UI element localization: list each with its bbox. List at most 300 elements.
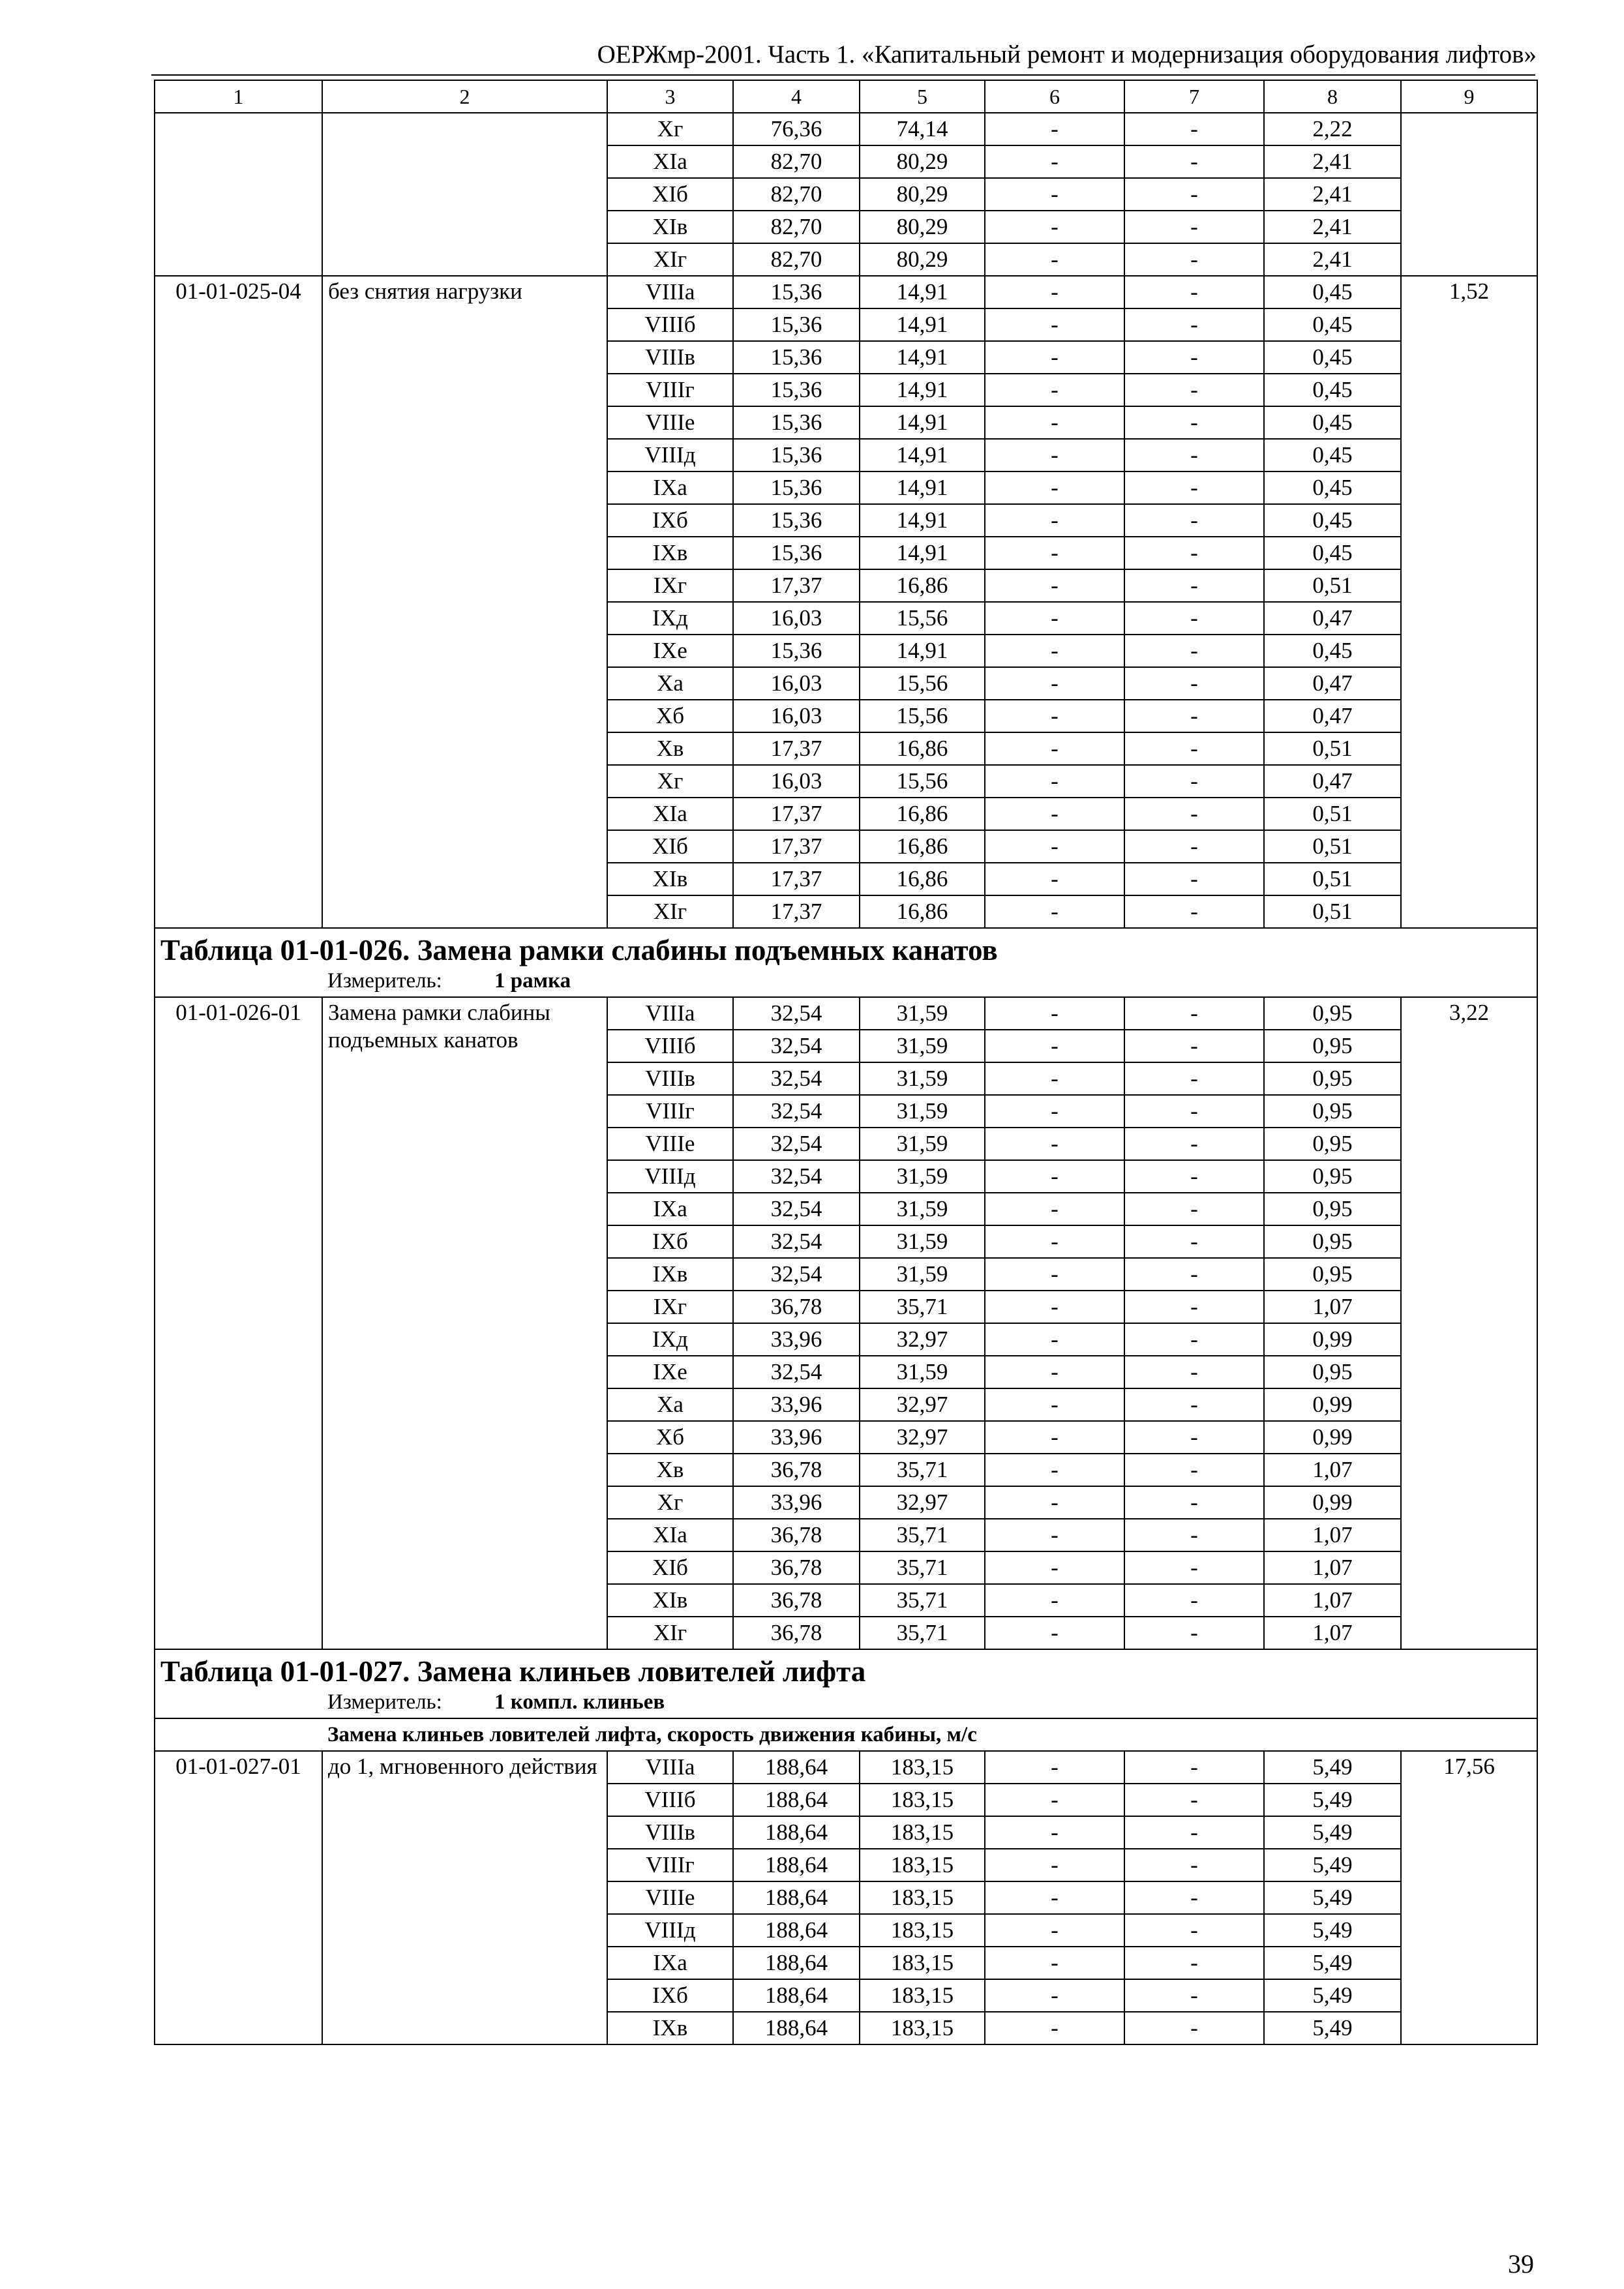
rate-value: - [985,863,1124,895]
territory-zone: Xг [607,1486,733,1519]
territory-zone: XIб [607,178,733,211]
rate-value: 14,91 [860,308,985,341]
rate-value: - [1124,2012,1264,2044]
territory-zone: XIг [607,243,733,276]
rate-value: - [985,178,1124,211]
col9-value [1401,113,1537,276]
rate-value: - [1124,276,1264,308]
rate-value: 14,91 [860,341,985,374]
rate-value: 17,37 [733,569,860,602]
rate-value: 31,59 [860,1030,985,1062]
rate-value: - [1124,145,1264,178]
rate-value: 80,29 [860,211,985,243]
rate-value: - [1124,1291,1264,1323]
rate-value: 0,95 [1264,1193,1401,1225]
rate-value: 82,70 [733,145,860,178]
rate-value: - [1124,1062,1264,1095]
rate-value: 0,95 [1264,1030,1401,1062]
header-divider [151,74,1535,76]
rate-value: 188,64 [733,1979,860,2012]
rate-value: - [1124,1617,1264,1649]
rate-value: - [1124,1128,1264,1160]
rate-value: 31,59 [860,1095,985,1128]
rate-value: - [1124,211,1264,243]
territory-zone: IXв [607,1258,733,1291]
rate-value: - [985,1421,1124,1454]
rate-value: 15,36 [733,504,860,537]
rate-value: 31,59 [860,997,985,1030]
territory-zone: IXе [607,1356,733,1388]
territory-zone: VIIIд [607,1914,733,1947]
rate-value: - [985,1979,1124,2012]
rate-value: - [985,1914,1124,1947]
territory-zone: XIв [607,863,733,895]
rate-value: - [1124,406,1264,439]
rate-value: 16,86 [860,732,985,765]
rate-value: 188,64 [733,1784,860,1816]
rate-value: - [985,830,1124,863]
rate-value: 32,54 [733,1225,860,1258]
rate-value: 0,95 [1264,1128,1401,1160]
subheading-row [155,1718,1537,1751]
rate-value: 15,36 [733,276,860,308]
rate-value: 0,45 [1264,341,1401,374]
territory-zone: IXа [607,471,733,504]
rate-value: - [1124,243,1264,276]
rate-value: 15,56 [860,700,985,732]
territory-zone: XIа [607,798,733,830]
territory-zone: IXа [607,1947,733,1979]
running-header: ОЕРЖмр-2001. Часть 1. «Капитальный ремонт и модернизация оборудования лифтов» [597,40,1537,68]
rate-value: 31,59 [860,1062,985,1095]
table-title-row [155,1649,1537,1718]
rate-value: 35,71 [860,1617,985,1649]
rate-value: - [985,1291,1124,1323]
rate-value: - [1124,1421,1264,1454]
rate-value: 14,91 [860,374,985,406]
territory-zone: Xв [607,732,733,765]
rate-value: - [1124,1486,1264,1519]
rate-value: 0,99 [1264,1421,1401,1454]
rate-value: - [1124,798,1264,830]
rate-value: 14,91 [860,537,985,569]
rate-value: 36,78 [733,1584,860,1617]
rate-value: 36,78 [733,1291,860,1323]
rate-value: 33,96 [733,1486,860,1519]
rate-value: - [985,1881,1124,1914]
territory-zone: IXв [607,2012,733,2044]
rate-value: - [1124,1914,1264,1947]
column-number: 5 [860,80,985,113]
rate-value: 33,96 [733,1323,860,1356]
rate-value: 183,15 [860,2012,985,2044]
rate-value: - [985,1551,1124,1584]
rate-value: - [985,504,1124,537]
territory-zone: XIб [607,1551,733,1584]
rate-value: 5,49 [1264,1979,1401,2012]
rate-value: - [985,243,1124,276]
rate-value: - [1124,1947,1264,1979]
table-title: Таблица 01-01-027. Замена клиньев ловителей лифта [160,1655,866,1688]
rate-value: 2,41 [1264,178,1401,211]
rate-value: - [985,113,1124,145]
territory-zone: VIIIд [607,439,733,471]
rate-value: 15,36 [733,537,860,569]
rate-value: - [1124,765,1264,798]
rate-value: 1,07 [1264,1454,1401,1486]
table-row [155,1751,1537,1784]
rate-value: 188,64 [733,1914,860,1947]
rate-value: - [1124,602,1264,635]
rate-value: 36,78 [733,1551,860,1584]
rate-value: 1,07 [1264,1291,1401,1323]
rate-value: 35,71 [860,1551,985,1584]
measure-value: 1 компл. клиньев [494,1690,665,1714]
territory-zone: VIIIг [607,374,733,406]
rate-value: 80,29 [860,145,985,178]
territory-zone: Xа [607,667,733,700]
territory-zone: VIIIб [607,308,733,341]
territory-zone: VIIIв [607,1816,733,1849]
rate-value: 0,47 [1264,765,1401,798]
territory-zone: XIв [607,1584,733,1617]
rate-value: - [1124,895,1264,928]
rate-value: - [985,732,1124,765]
rate-value: 0,95 [1264,1062,1401,1095]
column-number: 9 [1401,80,1537,113]
rate-value: - [985,700,1124,732]
rate-value: 16,03 [733,765,860,798]
rate-value: - [985,471,1124,504]
rate-value: - [985,308,1124,341]
rate-value: 31,59 [860,1160,985,1193]
rate-value: 76,36 [733,113,860,145]
rate-value: - [985,145,1124,178]
col9-value: 1,52 [1401,276,1537,928]
rate-value: - [985,1849,1124,1881]
rate-value: 16,03 [733,602,860,635]
rate-value: 0,51 [1264,863,1401,895]
rate-value: 0,47 [1264,602,1401,635]
rate-value: 32,54 [733,1128,860,1160]
work-name: до 1, мгновенного действия [322,1751,607,2044]
rate-value: - [985,1947,1124,1979]
rate-value: - [1124,1030,1264,1062]
rate-value: - [1124,308,1264,341]
rate-value: 0,99 [1264,1323,1401,1356]
rate-value: - [985,895,1124,928]
territory-zone: XIг [607,895,733,928]
rate-value: 15,36 [733,406,860,439]
rate-value: 15,36 [733,635,860,667]
territory-zone: IXб [607,504,733,537]
rate-value: 0,51 [1264,830,1401,863]
measure-value: 1 рамка [494,969,571,993]
table-title-cell [155,1649,1537,1718]
rate-value: 17,37 [733,895,860,928]
rate-value: - [1124,830,1264,863]
rate-value: - [1124,1979,1264,2012]
rate-value: 188,64 [733,1751,860,1784]
rate-value: - [1124,537,1264,569]
measure-line [155,1689,1537,1718]
rate-value: 5,49 [1264,1816,1401,1849]
rate-value: - [1124,997,1264,1030]
rate-value: 31,59 [860,1193,985,1225]
rate-value: - [1124,700,1264,732]
rate-value: 33,96 [733,1421,860,1454]
rate-value: 31,59 [860,1225,985,1258]
measure-label: Измеритель: [327,1690,442,1714]
table-body [155,80,1537,2044]
rate-value: 183,15 [860,1979,985,2012]
rate-value: 188,64 [733,1881,860,1914]
rate-value: - [1124,1225,1264,1258]
rate-value: - [985,211,1124,243]
rate-value: 183,15 [860,1751,985,1784]
rate-value: - [1124,1356,1264,1388]
rate-value: 16,03 [733,700,860,732]
rate-value: 1,07 [1264,1519,1401,1551]
column-number: 6 [985,80,1124,113]
rate-value: 188,64 [733,1849,860,1881]
rate-value: 14,91 [860,471,985,504]
rate-value: 0,45 [1264,374,1401,406]
rate-value: 5,49 [1264,1914,1401,1947]
rate-value: 1,07 [1264,1551,1401,1584]
rates-table [154,80,1538,2045]
rate-value: - [985,1584,1124,1617]
rate-value: 0,47 [1264,667,1401,700]
rate-value: 36,78 [733,1519,860,1551]
rate-value: 32,54 [733,997,860,1030]
rate-code: 01-01-025-04 [155,276,322,928]
table-title-row [155,928,1537,997]
rate-value: 32,54 [733,1258,860,1291]
rate-value: 0,45 [1264,406,1401,439]
territory-zone: VIIIа [607,997,733,1030]
rate-value: 16,86 [860,569,985,602]
rate-value: - [985,997,1124,1030]
rate-value: 32,97 [860,1323,985,1356]
rate-value: 32,97 [860,1421,985,1454]
rate-value: - [1124,1454,1264,1486]
rate-value: - [985,1258,1124,1291]
rate-value: 183,15 [860,1881,985,1914]
rate-value: 188,64 [733,1816,860,1849]
rate-value: - [985,1128,1124,1160]
column-number: 2 [322,80,607,113]
rate-value: 0,95 [1264,1095,1401,1128]
rate-value: 31,59 [860,1258,985,1291]
rate-value: 16,86 [860,895,985,928]
territory-zone: XIг [607,1617,733,1649]
rate-value: 5,49 [1264,2012,1401,2044]
rate-value: 35,71 [860,1584,985,1617]
rate-value: 15,36 [733,308,860,341]
rate-value: 183,15 [860,1914,985,1947]
rate-value: 0,47 [1264,700,1401,732]
rate-value: - [985,537,1124,569]
rate-value: - [985,1193,1124,1225]
territory-zone: VIIIг [607,1095,733,1128]
rate-value: - [985,1030,1124,1062]
rate-value: 32,97 [860,1388,985,1421]
column-number: 7 [1124,80,1264,113]
rate-value: 15,36 [733,341,860,374]
rate-value: 0,51 [1264,895,1401,928]
rate-value: - [985,798,1124,830]
rate-value: - [1124,1160,1264,1193]
rate-value: 2,22 [1264,113,1401,145]
rate-value: 188,64 [733,2012,860,2044]
territory-zone: XIа [607,1519,733,1551]
rate-value: - [1124,1095,1264,1128]
rate-value: 32,54 [733,1030,860,1062]
rate-value: 35,71 [860,1454,985,1486]
table-row [155,113,1537,145]
rate-value: 15,36 [733,439,860,471]
rate-code: 01-01-027-01 [155,1751,322,2044]
territory-zone: VIIIа [607,276,733,308]
territory-zone: VIIIб [607,1030,733,1062]
rate-value: 2,41 [1264,211,1401,243]
rate-value: - [985,439,1124,471]
rate-value: 16,03 [733,667,860,700]
rate-value: 14,91 [860,276,985,308]
rate-value: 5,49 [1264,1947,1401,1979]
rate-value: 0,45 [1264,439,1401,471]
territory-zone: XIв [607,211,733,243]
rate-value: - [1124,863,1264,895]
territory-zone: IXв [607,537,733,569]
territory-zone: IXд [607,1323,733,1356]
table-title-cell [155,928,1537,997]
rate-value: - [985,1225,1124,1258]
territory-zone: IXд [607,602,733,635]
rate-value: 15,56 [860,667,985,700]
rate-value: - [1124,341,1264,374]
rate-value: 17,37 [733,830,860,863]
rate-value: 0,99 [1264,1388,1401,1421]
rate-value: 31,59 [860,1356,985,1388]
rate-value: 14,91 [860,635,985,667]
rate-value: - [1124,504,1264,537]
rate-value: 80,29 [860,243,985,276]
rate-value: - [985,1519,1124,1551]
rate-value: 0,95 [1264,1225,1401,1258]
rate-code [155,113,322,276]
territory-zone: Xв [607,1454,733,1486]
table-row [155,997,1537,1030]
rate-value: - [1124,569,1264,602]
rate-value: 35,71 [860,1519,985,1551]
rate-value: 14,91 [860,439,985,471]
rate-value: - [1124,1816,1264,1849]
rate-value: 82,70 [733,178,860,211]
rate-value: - [985,635,1124,667]
rate-value: 5,49 [1264,1784,1401,1816]
rate-value: - [985,765,1124,798]
rate-value: - [985,1454,1124,1486]
rate-value: - [1124,1881,1264,1914]
territory-zone: XIа [607,145,733,178]
rate-value: 80,29 [860,178,985,211]
territory-zone: IXг [607,569,733,602]
rate-value: 31,59 [860,1128,985,1160]
rate-value: - [1124,1849,1264,1881]
rate-value: 5,49 [1264,1849,1401,1881]
rate-value: - [985,1816,1124,1849]
rate-value: 0,95 [1264,1258,1401,1291]
rate-value: - [985,1784,1124,1816]
territory-zone: VIIIе [607,1128,733,1160]
column-number: 3 [607,80,733,113]
table-title: Таблица 01-01-026. Замена рамки слабины подъемных канатов [160,934,998,966]
rate-value: - [985,1617,1124,1649]
rate-value: 17,37 [733,798,860,830]
col9-value: 17,56 [1401,1751,1537,2044]
territory-zone: Xб [607,700,733,732]
rate-value: - [985,1388,1124,1421]
work-name: без снятия нагрузки [322,276,607,928]
rate-value: 0,95 [1264,1356,1401,1388]
territory-zone: Xг [607,765,733,798]
rate-value: 0,45 [1264,276,1401,308]
territory-zone: VIIIе [607,1881,733,1914]
rate-value: - [985,2012,1124,2044]
territory-zone: IXб [607,1225,733,1258]
rate-value: 74,14 [860,113,985,145]
rate-value: - [985,374,1124,406]
territory-zone: VIIIа [607,1751,733,1784]
rate-value: - [1124,1784,1264,1816]
rate-value: - [1124,1258,1264,1291]
rate-value: 82,70 [733,243,860,276]
rate-value: 82,70 [733,211,860,243]
rate-value: 1,07 [1264,1617,1401,1649]
rate-value: 0,45 [1264,537,1401,569]
rate-value: - [1124,1519,1264,1551]
rate-value: - [1124,1551,1264,1584]
rate-value: 183,15 [860,1849,985,1881]
rate-value: 5,49 [1264,1881,1401,1914]
rate-value: - [985,341,1124,374]
work-name: Замена рамки слабины подъемных канатов [322,997,607,1649]
rate-value: 32,54 [733,1095,860,1128]
rate-value: 15,36 [733,471,860,504]
rate-value: - [1124,1388,1264,1421]
rate-value: - [1124,667,1264,700]
rate-value: 14,91 [860,504,985,537]
subheading: Замена клиньев ловителей лифта, скорость движения кабины, м/с [155,1718,1537,1751]
page-number: 39 [1508,2249,1534,2279]
rate-value: - [985,406,1124,439]
rate-value: - [1124,471,1264,504]
measure-label: Измеритель: [327,969,442,993]
rate-value: 188,64 [733,1947,860,1979]
rate-value: - [985,667,1124,700]
territory-zone: VIIIд [607,1160,733,1193]
territory-zone: IXб [607,1979,733,2012]
rate-value: 0,45 [1264,504,1401,537]
rate-value: 32,54 [733,1160,860,1193]
territory-zone: IXа [607,1193,733,1225]
territory-zone: IXг [607,1291,733,1323]
column-number: 4 [733,80,860,113]
territory-zone: VIIIв [607,1062,733,1095]
rate-value: 2,41 [1264,145,1401,178]
